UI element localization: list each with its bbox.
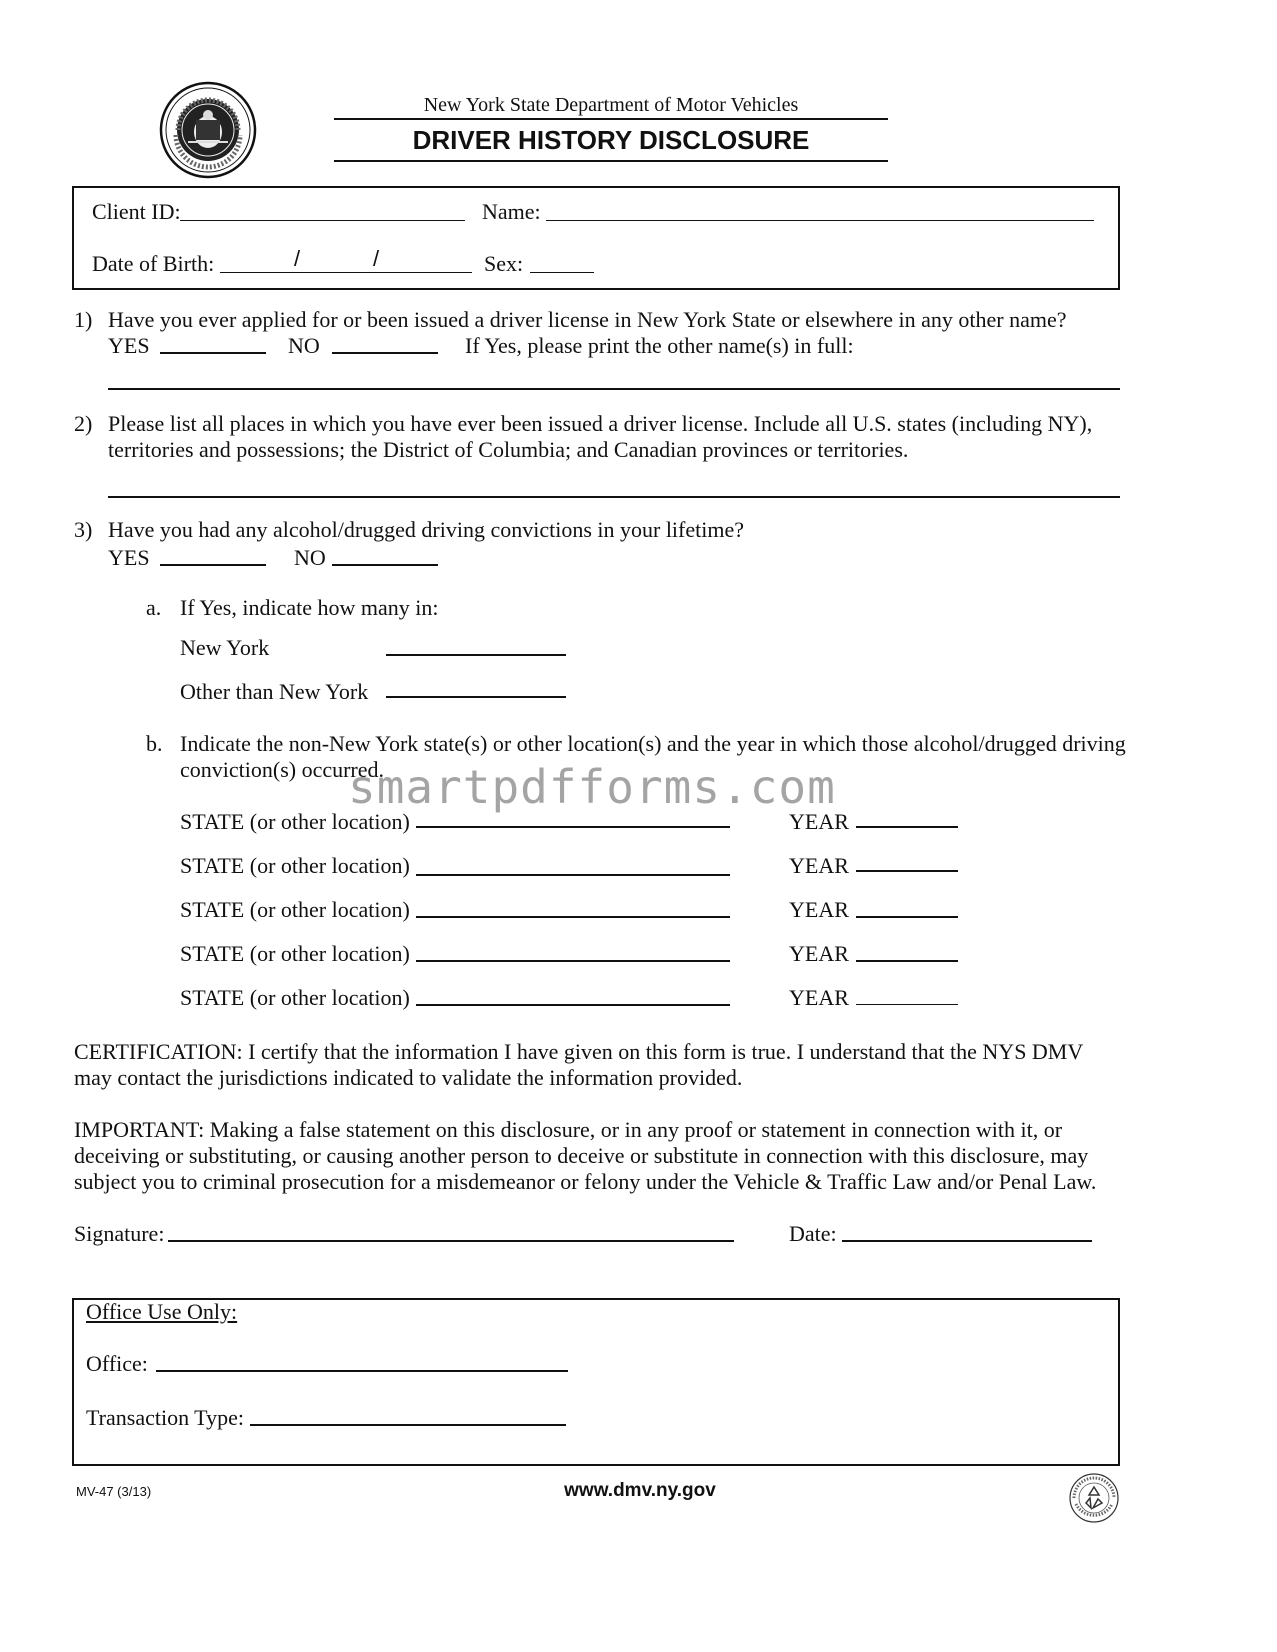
transaction-type-field[interactable] — [250, 1424, 566, 1426]
client-id-label: Client ID: — [92, 199, 181, 224]
dob-field[interactable] — [220, 272, 472, 273]
q2-number: 2) — [74, 411, 93, 436]
date-label: Date: — [789, 1221, 837, 1246]
office-use-heading: Office Use Only: — [86, 1299, 238, 1324]
q3a-ny-label: New York — [180, 635, 270, 660]
q3b-text-line1: Indicate the non-New York state(s) or other location(s) and the year in which those alcohol/drugged driving — [180, 731, 1126, 756]
q3-no-label: NO — [294, 545, 326, 570]
state-label-4: STATE (or other location) — [180, 941, 410, 966]
q3a-other-count-field[interactable] — [386, 696, 566, 698]
website-link[interactable]: www.dmv.ny.gov — [564, 1480, 716, 1501]
form-title: DRIVER HISTORY DISCLOSURE — [412, 125, 810, 155]
year-label-2: YEAR — [789, 853, 849, 878]
office-field[interactable] — [156, 1370, 568, 1372]
certification-line1: CERTIFICATION: I certify that the information I have given on this form is true. I understand that the NYS DMV — [74, 1039, 1084, 1064]
dob-separator-1: / — [294, 246, 301, 271]
title-rule-bottom — [334, 160, 888, 162]
year-label-5: YEAR — [789, 985, 849, 1010]
signature-label: Signature: — [74, 1221, 165, 1246]
important-line2: deceiving or substituting, or causing another person to deceive or substitute in connection with this disclosure, may — [74, 1143, 1089, 1168]
recycle-icon — [1068, 1472, 1120, 1524]
year-label-4: YEAR — [789, 941, 849, 966]
q1-followup: If Yes, please print the other name(s) in full: — [465, 333, 854, 358]
sex-field[interactable] — [530, 272, 594, 273]
q1-no-label: NO — [288, 333, 320, 358]
state-label-2: STATE (or other location) — [180, 853, 410, 878]
state-label-3: STATE (or other location) — [180, 897, 410, 922]
transaction-type-label: Transaction Type: — [86, 1405, 244, 1430]
year-field-1[interactable] — [856, 826, 958, 828]
important-line1: IMPORTANT: Making a false statement on this disclosure, or in any proof or statement in connection with it, or — [74, 1117, 1063, 1142]
date-field[interactable] — [842, 1240, 1092, 1242]
year-field-3[interactable] — [856, 916, 958, 918]
q3a-other-label: Other than New York — [180, 679, 369, 704]
year-field-2[interactable] — [856, 870, 958, 872]
q3a-text: If Yes, indicate how many in: — [180, 595, 439, 620]
title-rule-top — [334, 118, 888, 120]
office-label: Office: — [86, 1351, 148, 1376]
dob-separator-2: / — [373, 246, 380, 271]
q3-text: Have you had any alcohol/drugged driving convictions in your lifetime? — [108, 517, 745, 542]
q3-yes-label: YES — [108, 545, 150, 570]
q3-number: 3) — [74, 517, 93, 542]
state-field-5[interactable] — [416, 1004, 730, 1006]
form-number: MV-47 (3/13) — [76, 1484, 152, 1499]
state-label-5: STATE (or other location) — [180, 985, 410, 1010]
important-line3: subject you to criminal prosecution for a misdemeanor or felony under the Vehicle & Traffic Law and/or Penal Law. — [74, 1169, 1097, 1194]
q3-yes-field[interactable] — [160, 564, 266, 566]
name-label: Name: — [482, 199, 541, 224]
q3b-text-line2: conviction(s) occurred. — [180, 757, 385, 782]
q1-no-field[interactable] — [332, 352, 438, 354]
q3a-ny-count-field[interactable] — [386, 654, 566, 656]
state-field-1[interactable] — [416, 826, 730, 828]
dob-label: Date of Birth: — [92, 251, 215, 276]
q3b-marker: b. — [146, 731, 163, 756]
signature-field[interactable] — [168, 1240, 734, 1242]
year-label-1: YEAR — [789, 809, 849, 834]
q1-number: 1) — [74, 307, 93, 332]
state-field-3[interactable] — [416, 916, 730, 918]
q2-text-line1: Please list all places in which you have ever been issued a driver license. Include all U.S. states (including NY), — [108, 411, 1093, 436]
q3-no-field[interactable] — [332, 564, 438, 566]
certification-line2: may contact the jurisdictions indicated to validate the information provided. — [74, 1065, 743, 1090]
year-label-3: YEAR — [789, 897, 849, 922]
year-field-4[interactable] — [856, 960, 958, 962]
identity-box — [72, 186, 1120, 290]
q1-text: Have you ever applied for or been issued a driver license in New York State or elsewhere in any other name? — [108, 307, 1067, 332]
q3a-marker: a. — [146, 595, 162, 620]
state-field-4[interactable] — [416, 960, 730, 962]
q2-places-field[interactable] — [108, 496, 1120, 498]
name-field[interactable] — [546, 220, 1094, 221]
q1-other-names-field[interactable] — [108, 388, 1120, 390]
watermark: smartpdfforms.com — [348, 760, 836, 814]
state-field-2[interactable] — [416, 874, 730, 876]
agency-name: New York State Department of Motor Vehicles — [423, 94, 799, 116]
state-label-1: STATE (or other location) — [180, 809, 410, 834]
q1-yes-field[interactable] — [160, 352, 266, 354]
dmv-seal-logo — [158, 80, 258, 180]
q2-text-line2: territories and possessions; the District of Columbia; and Canadian provinces or territories. — [108, 437, 909, 462]
year-field-5[interactable] — [856, 1004, 958, 1005]
client-id-field[interactable] — [180, 220, 465, 221]
q1-yes-label: YES — [108, 333, 150, 358]
sex-label: Sex: — [484, 251, 524, 276]
